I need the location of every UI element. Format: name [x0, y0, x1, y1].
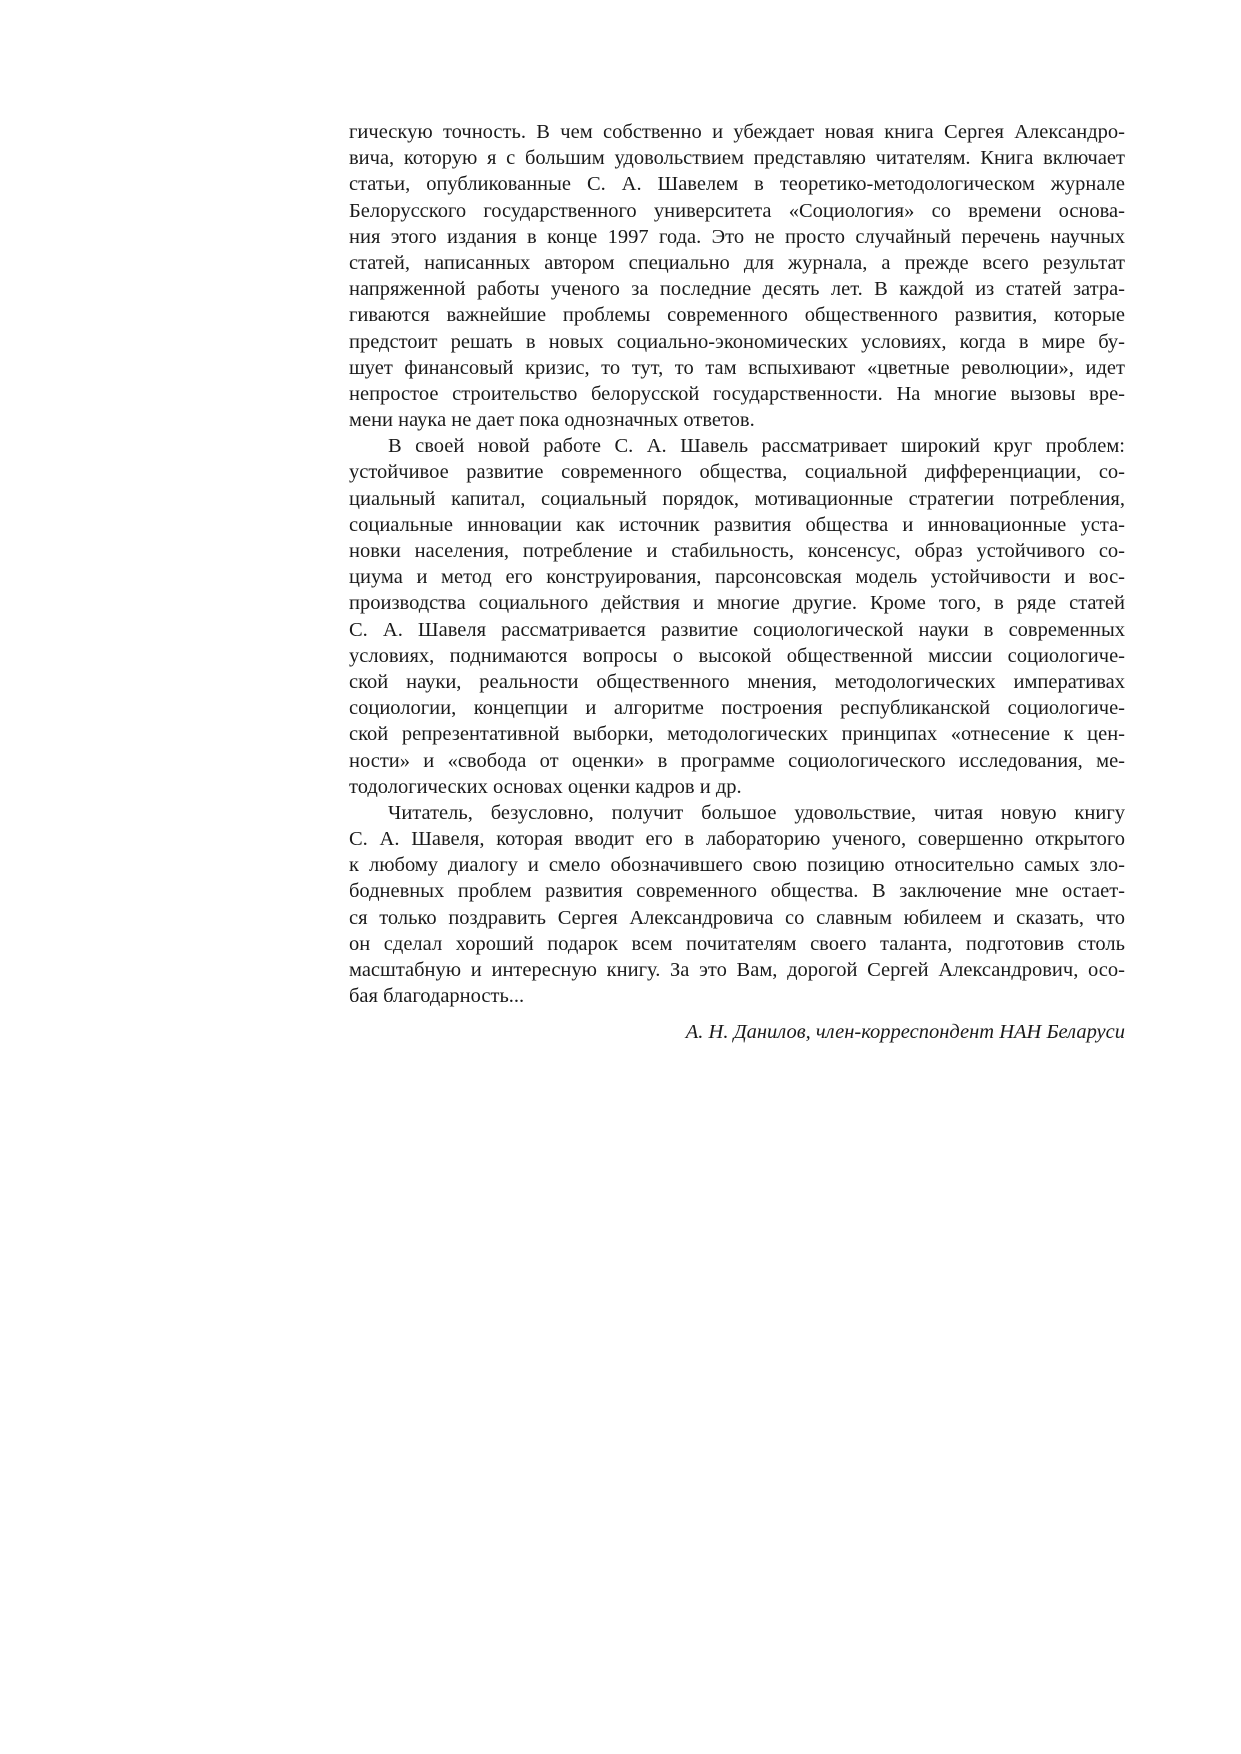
text-line: Читатель, безусловно, получит большое удовольствие, читая новую книгу	[388, 801, 1125, 824]
text-line: социологии, концепции и алгоритме построения республиканской социологиче-	[349, 697, 1125, 720]
text-line: устойчивое развитие современного общества, социальной дифференциации, со-	[349, 461, 1125, 484]
text-line: циальный капитал, социальный порядок, мотивационные стратегии потребления,	[349, 487, 1125, 510]
text-line: ности» и «свобода от оценки» в программе социологического исследования, ме-	[349, 749, 1125, 772]
text-line: к любому диалогу и смело обозначившего свою позицию относительно самых зло-	[349, 854, 1125, 877]
text-line: С. А. Шавеля, которая вводит его в лабораторию ученого, совершенно открытого	[349, 828, 1125, 851]
text-line: статей, написанных автором специально для журнала, а прежде всего результат	[349, 251, 1125, 274]
text-line: он сделал хороший подарок всем почитателям своего таланта, подготовив столь	[349, 932, 1125, 955]
text-line: напряженной работы ученого за последние десять лет. В каждой из статей затра-	[349, 278, 1125, 301]
text-line: новки населения, потребление и стабильность, консенсус, образ устойчивого со-	[349, 540, 1125, 562]
text-line: мени наука не дает пока однозначных ответов.	[349, 409, 755, 432]
text-line: непростое строительство белорусской государственности. На многие вызовы вре-	[349, 382, 1125, 405]
text-line: производства социального действия и многие другие. Кроме того, в ряде статей	[349, 592, 1125, 615]
text-line: вича, которую я с большим удовольствием представляю читателям. Книга включает	[349, 147, 1125, 170]
text-line: бая благодарность...	[349, 985, 525, 1008]
text-line: условиях, поднимаются вопросы о высокой общественной миссии социологиче-	[349, 644, 1125, 667]
paragraph-3	[349, 800, 1125, 1010]
text-line: масштабную и интересную книгу. За это Вам, дорогой Сергей Александрович, осо-	[349, 959, 1125, 981]
text-line: С. А. Шавеля рассматривается развитие социологической науки в современных	[349, 618, 1125, 641]
text-line: статьи, опубликованные С. А. Шавелем в теоретико-методологическом журнале	[349, 173, 1125, 196]
text-line: ской репрезентативной выборки, методологических принципах «отнесение к цен-	[349, 723, 1125, 746]
document-body	[349, 119, 1125, 1009]
text-line: ния этого издания в конце 1997 года. Это не просто случайный перечень научных	[349, 225, 1125, 248]
text-line: ской науки, реальности общественного мнения, методологических императивах	[349, 670, 1125, 693]
text-line: тодологических основах оценки кадров и др.	[349, 775, 742, 798]
paragraph-2	[349, 433, 1125, 800]
text-line: В своей новой работе С. А. Шавель рассматривает широкий круг проблем:	[388, 435, 1125, 458]
text-line: гическую точность. В чем собственно и убеждает новая книга Сергея Александро-	[349, 121, 1125, 143]
text-line: циума и метод его конструирования, парсонсовская модель устойчивости и вос-	[349, 566, 1125, 589]
text-line: Белорусского государственного университета «Социология» со времени основа-	[349, 199, 1125, 222]
author-signature: А. Н. Данилов, член-корреспондент НАН Беларуси	[685, 1021, 1125, 1043]
text-line: бодневных проблем развития современного общества. В заключение мне остает-	[349, 880, 1125, 903]
paragraph-1	[349, 119, 1125, 433]
text-line: ся только поздравить Сергея Александровича со славным юбилеем и сказать, что	[349, 906, 1125, 929]
text-line: шует финансовый кризис, то тут, то там вспыхивают «цветные революции», идет	[349, 356, 1125, 379]
text-line: предстоит решать в новых социально-экономических условиях, когда в мире бу-	[349, 330, 1125, 353]
text-line: социальные инновации как источник развития общества и инновационные уста-	[349, 513, 1125, 536]
text-line: гиваются важнейшие проблемы современного общественного развития, которые	[349, 304, 1125, 327]
